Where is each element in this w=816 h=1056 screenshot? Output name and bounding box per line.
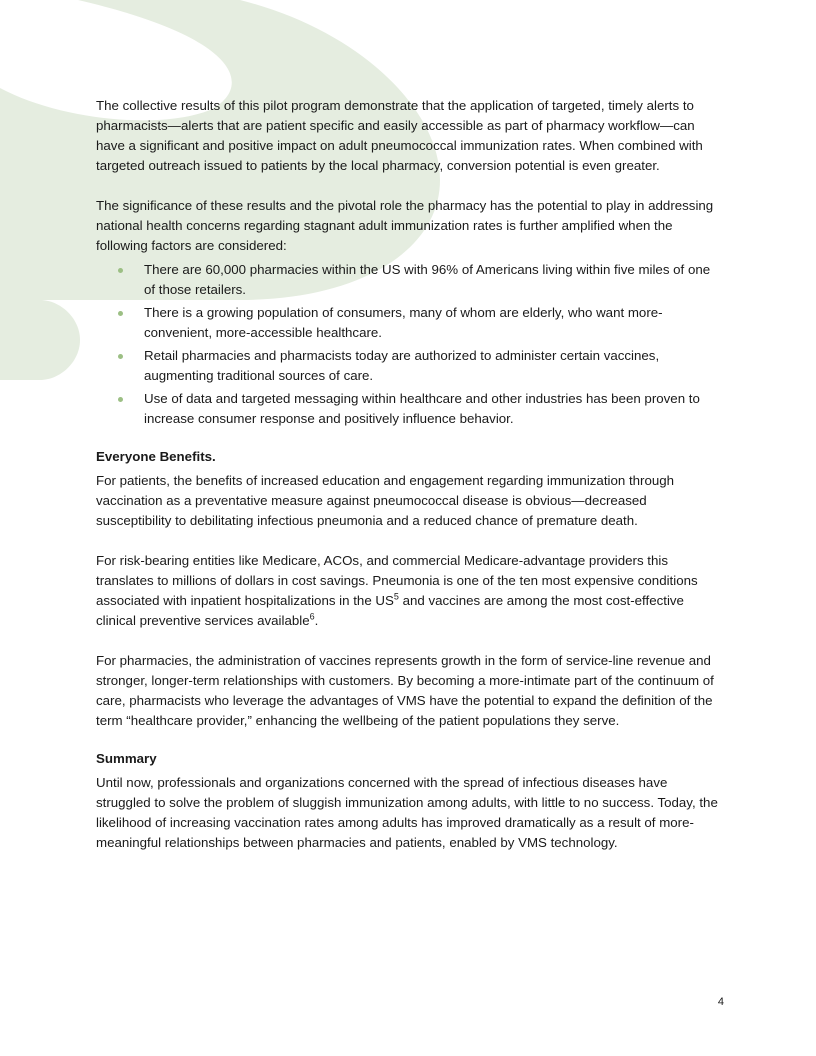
- risk-bearing-paragraph: [96, 551, 720, 631]
- list-item-text: There are 60,000 pharmacies within the US with 96% of Americans living within five miles of one of those retailers.: [144, 262, 711, 297]
- patients-paragraph: For patients, the benefits of increased education and engagement regarding immunization through vaccination as a preventative measure against pneumococcal disease is obvious—decreased susceptibility to debilitating infectious pneumonia and a reduced chance of premature death.: [96, 473, 675, 528]
- list-item: [118, 260, 720, 300]
- risk-text-part1: For risk-bearing entities like Medicare, ACOs, and commercial Medicare-advantage providers this translates to millions of dollars in cost savings. Pneumonia is one of the ten most expensive conditions associated with inpatient hospitalizations in the US: [96, 553, 698, 608]
- bullet-icon: [118, 311, 123, 316]
- list-item-text: There is a growing population of consumers, many of whom are elderly, who want more-convenient, more-accessible healthcare.: [144, 305, 663, 340]
- summary-heading: Summary: [96, 751, 157, 766]
- list-item: [118, 303, 720, 343]
- footnote-6: 6: [309, 611, 315, 622]
- intro-paragraph: The collective results of this pilot program demonstrate that the application of targeted, timely alerts to pharmacists—alerts that are patient specific and easily accessible as part of pharmacy workflow—can have a significant and positive impact on adult pneumococcal immunization rates. When combined with targeted outreach issued to patients by the local pharmacy, conversion potential is even greater.: [96, 98, 703, 173]
- significance-paragraph: The significance of these results and the pivotal role the pharmacy has the potential to play in addressing national health concerns regarding stagnant adult immunization rates is further amplified when the following factors are considered:: [96, 198, 714, 253]
- pharmacies-paragraph: For pharmacies, the administration of vaccines represents growth in the form of service-line revenue and stronger, longer-term relationships with customers. By becoming a more-intimate part of the continuum of care, pharmacists who leverage the advantages of VMS have the potential to expand the definition of the term “healthcare provider,” enhancing the wellbeing of the patient populations they serve.: [96, 653, 714, 728]
- everyone-benefits-heading: Everyone Benefits.: [96, 449, 216, 464]
- risk-text-part2: and vaccines are among the most cost-effective clinical preventive services available: [96, 593, 684, 628]
- list-item-text: Use of data and targeted messaging within healthcare and other industries has been proven to increase consumer response and positively influence behavior.: [144, 391, 700, 426]
- factors-list: [96, 260, 720, 429]
- list-item: [118, 346, 720, 386]
- bullet-icon: [118, 354, 123, 359]
- summary-paragraph: Until now, professionals and organizations concerned with the spread of infectious diseases have struggled to solve the problem of sluggish immunization among adults, with little to no success. Today, the likelihood of increasing vaccination rates among adults has improved dramatically as a result of more-meaningful relationships between pharmacies and patients, enabled by VMS technology.: [96, 775, 718, 850]
- risk-text-part3: .: [314, 613, 319, 628]
- footnote-5: 5: [393, 591, 399, 602]
- list-item: [118, 389, 720, 429]
- bullet-icon: [118, 268, 123, 273]
- list-item-text: Retail pharmacies and pharmacists today are authorized to administer certain vaccines, augmenting traditional sources of care.: [144, 348, 660, 383]
- bullet-icon: [118, 397, 123, 402]
- page-number: 4: [717, 996, 724, 1008]
- document-body: [96, 96, 720, 853]
